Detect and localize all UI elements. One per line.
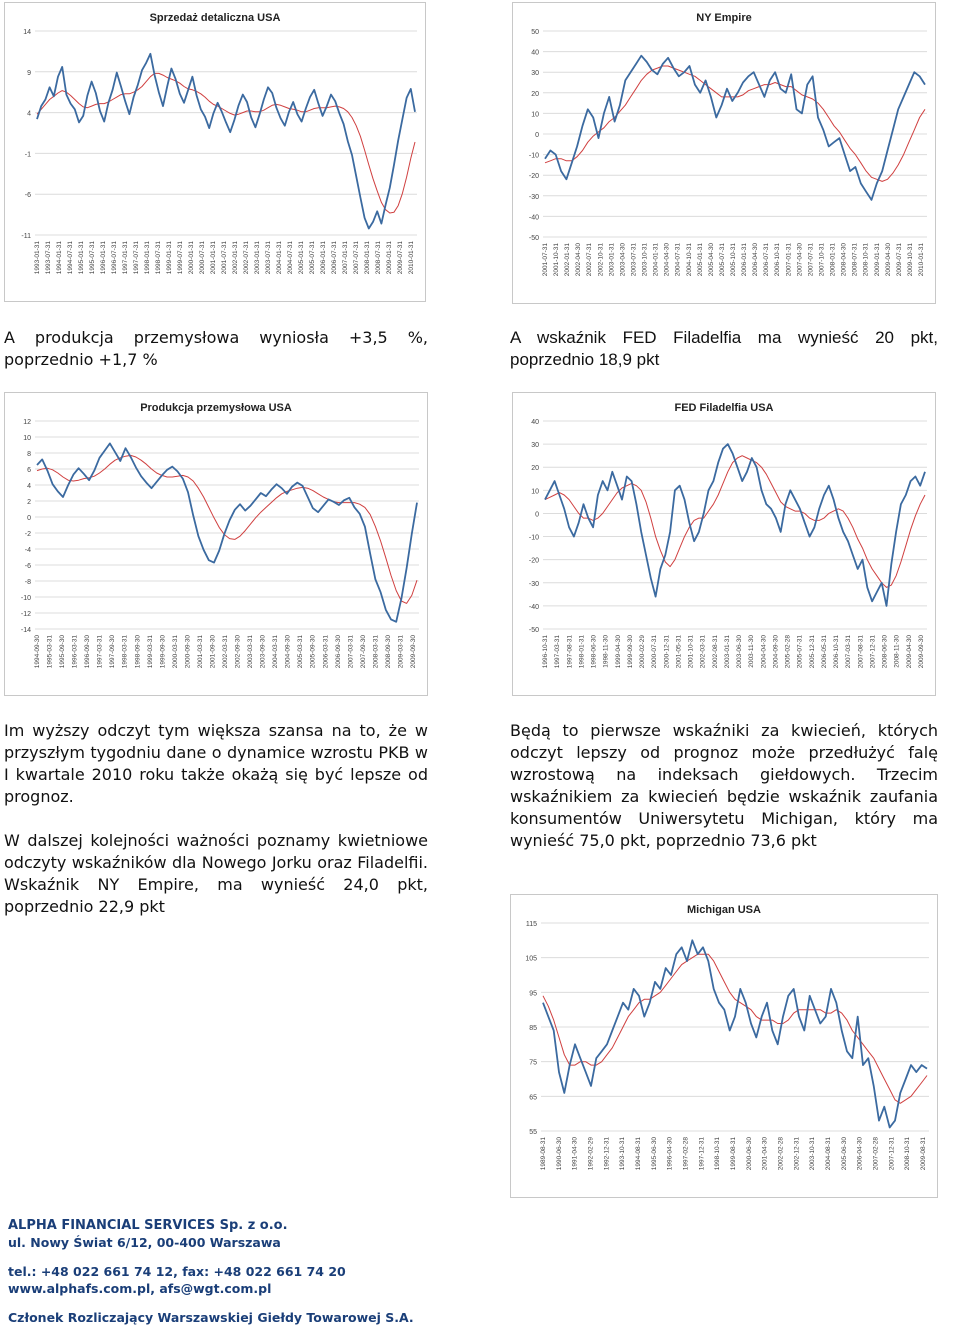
y-tick-label: -8: [24, 579, 31, 586]
x-tick-label: 2001-07-31: [542, 243, 549, 277]
chart-title: Michigan USA: [687, 904, 761, 916]
x-tick-label: 2007-12-31: [888, 1137, 896, 1171]
x-tick-label: 2009-07-31: [895, 243, 903, 277]
x-tick-label: 2009-03-31: [397, 635, 405, 669]
x-tick-label: 2009-01-31: [386, 241, 393, 275]
x-tick-label: 2008-10-31: [862, 243, 870, 277]
x-tick-label: 2000-06-30: [745, 1137, 753, 1171]
x-tick-label: 2000-07-31: [199, 241, 206, 275]
x-tick-label: 2003-10-31: [809, 1137, 817, 1171]
x-tick-label: 2009-04-30: [884, 243, 892, 277]
series-line: [543, 940, 927, 1127]
x-tick-label: 1999-07-31: [177, 241, 184, 275]
x-tick-label: 2008-01-31: [829, 243, 837, 277]
y-tick-label: 6: [27, 467, 31, 474]
ny-empire-chart: [512, 2, 936, 304]
x-tick-label: 2006-10-31: [774, 243, 782, 277]
x-tick-label: 2005-06-30: [840, 1137, 848, 1171]
y-tick-label: -6: [24, 192, 31, 200]
y-tick-label: 50: [531, 29, 539, 36]
x-tick-label: 1996-10-31: [542, 635, 549, 669]
x-tick-label: 1993-10-31: [619, 1137, 627, 1171]
x-tick-label: 1996-09-30: [84, 635, 92, 669]
series-line: [545, 444, 925, 606]
x-tick-label: 1996-03-31: [71, 635, 79, 669]
y-tick-label: -20: [528, 173, 539, 181]
x-tick-label: 1998-03-31: [121, 635, 129, 669]
paragraph-industrial-production: A produkcja przemysłowa wyniosła +3,5 %, poprzednio +1,7 %: [4, 328, 428, 369]
y-tick-label: 8: [27, 451, 31, 458]
x-tick-label: 2006-03-31: [322, 635, 330, 669]
x-tick-label: 1993-01-31: [34, 241, 41, 275]
average-line: [37, 73, 415, 213]
x-tick-label: 2009-09-30: [918, 635, 925, 669]
x-tick-label: 2001-10-31: [687, 635, 695, 669]
x-tick-label: 2003-01-31: [723, 635, 731, 669]
y-tick-label: 0: [535, 132, 539, 139]
y-tick-label: 10: [531, 488, 539, 496]
x-tick-label: 1995-07-31: [89, 241, 96, 275]
y-tick-label: 55: [529, 1129, 537, 1136]
x-tick-label: 1999-09-30: [626, 635, 634, 669]
x-tick-label: 1997-09-30: [109, 635, 117, 669]
x-tick-label: 1999-08-31: [730, 1137, 737, 1171]
philly-fed-chart: [512, 392, 936, 696]
x-tick-label: 2006-01-31: [320, 241, 327, 275]
x-tick-label: 1999-03-31: [146, 635, 154, 669]
x-tick-label: 2002-02-28: [777, 1137, 785, 1171]
x-tick-label: 1998-09-30: [134, 635, 142, 669]
x-tick-label: 2005-01-31: [696, 243, 704, 277]
x-tick-label: 2003-04-30: [619, 243, 627, 277]
x-tick-label: 2003-07-31: [265, 241, 272, 275]
y-tick-label: -50: [528, 235, 539, 242]
x-tick-label: 2008-03-31: [372, 635, 380, 669]
x-tick-label: 2005-12-31: [808, 635, 816, 669]
x-tick-label: 2005-09-30: [309, 635, 317, 669]
x-tick-label: 2003-07-31: [630, 243, 638, 277]
x-tick-label: 1998-10-31: [714, 1137, 722, 1171]
x-tick-label: 1998-11-30: [602, 635, 610, 668]
footer-phone: tel.: +48 022 661 74 12, fax: +48 022 661 74 20: [8, 1264, 346, 1279]
x-tick-label: 2001-03-31: [196, 635, 204, 669]
x-tick-label: 2001-01-31: [210, 241, 217, 275]
y-tick-label: -50: [528, 627, 539, 634]
x-tick-label: 1991-04-30: [571, 1137, 579, 1171]
retail-sales-chart: [4, 2, 426, 302]
x-tick-label: 1992-02-29: [587, 1137, 595, 1171]
x-tick-label: 1992-12-31: [603, 1137, 611, 1171]
y-tick-label: -10: [528, 152, 539, 160]
chart-svg: [513, 3, 935, 303]
x-tick-label: 2004-04-30: [663, 243, 671, 277]
x-tick-label: 2007-10-31: [818, 243, 826, 277]
y-tick-label: 30: [531, 70, 539, 78]
x-tick-label: 1996-01-31: [100, 241, 107, 275]
x-tick-label: 2000-09-30: [184, 635, 192, 669]
x-tick-label: 2004-08-31: [825, 1137, 832, 1171]
x-tick-label: 2003-06-30: [736, 635, 744, 669]
x-tick-label: 1997-03-31: [554, 635, 562, 669]
x-tick-label: 2005-02-28: [784, 635, 792, 669]
x-tick-label: 2004-07-31: [674, 243, 682, 277]
x-tick-label: 2001-04-30: [761, 1137, 769, 1171]
y-tick-label: -14: [20, 627, 31, 634]
x-tick-label: 2004-04-30: [760, 635, 768, 669]
y-tick-label: 10: [23, 435, 31, 442]
y-tick-label: -20: [528, 557, 539, 565]
y-tick-label: -12: [20, 611, 31, 618]
x-tick-label: 1997-01-31: [122, 241, 129, 275]
x-tick-label: 2006-04-30: [752, 243, 760, 277]
x-tick-label: 2007-01-31: [785, 243, 793, 277]
x-tick-label: 2000-07-31: [651, 635, 659, 669]
x-tick-label: 1995-09-30: [59, 635, 67, 669]
x-tick-label: 1999-04-30: [614, 635, 622, 669]
x-tick-label: 2002-10-31: [597, 243, 605, 277]
y-tick-label: -30: [528, 193, 539, 201]
chart-title: FED Filadelfia USA: [674, 402, 774, 414]
y-tick-label: 12: [23, 419, 31, 426]
average-line: [543, 954, 927, 1103]
chart-svg: [5, 393, 427, 695]
x-tick-label: 2002-01-31: [232, 241, 239, 275]
paragraph-regional-indices: W dalszej kolejności ważności poznamy kwietniowe odczyty wskaźników dla Nowego Jorku oraz Filadelfii. Wskaźnik NY Empire, ma wynieść 24,0 pkt, poprzednio 22,9 pkt: [4, 831, 428, 916]
x-tick-label: 2003-03-31: [247, 635, 255, 669]
x-tick-label: 2005-03-31: [297, 635, 305, 669]
x-tick-label: 1999-09-30: [159, 635, 167, 669]
x-tick-label: 2006-07-31: [763, 242, 771, 277]
x-tick-label: 2002-03-31: [222, 635, 229, 669]
series-line: [37, 54, 415, 229]
chart-svg: [513, 393, 935, 695]
y-tick-label: 0: [535, 511, 539, 519]
x-tick-label: 1997-07-31: [133, 241, 140, 275]
x-tick-label: 1995-01-31: [78, 241, 85, 275]
y-tick-label: 20: [531, 90, 539, 98]
x-tick-label: 2007-12-31: [869, 635, 877, 669]
y-tick-label: 40: [531, 49, 539, 57]
x-tick-label: 2001-09-30: [209, 635, 217, 669]
x-tick-label: 2004-03-31: [272, 635, 280, 669]
x-tick-label: 1998-01-31: [144, 241, 151, 275]
x-tick-label: 2004-01-31: [652, 243, 660, 277]
footer: [8, 1218, 508, 1325]
y-tick-label: 4: [27, 110, 31, 118]
x-tick-label: 1997-02-28: [682, 1137, 690, 1171]
y-tick-label: -1: [24, 151, 31, 159]
y-tick-label: 75: [529, 1059, 537, 1067]
paragraph-philly-fed: A wskaźnik FED Filadelfia ma wynieść 20 pkt, poprzednio 18,9 pkt: [510, 328, 938, 369]
x-tick-label: 2005-10-31: [730, 243, 737, 277]
x-tick-label: 2009-01-31: [873, 243, 881, 277]
y-tick-label: -40: [528, 214, 539, 222]
x-tick-label: 2007-07-31: [807, 243, 815, 277]
footer-company: ALPHA FINANCIAL SERVICES Sp. z o.o.: [8, 1218, 288, 1233]
x-tick-label: 1998-07-31: [155, 241, 162, 275]
x-tick-label: 2006-10-31: [833, 635, 841, 669]
y-tick-label: -10: [528, 534, 539, 542]
x-tick-label: 1994-07-31: [67, 241, 74, 275]
x-tick-label: 2007-04-30: [796, 243, 804, 277]
x-tick-label: 2004-07-31: [287, 241, 294, 275]
y-tick-label: -2: [24, 531, 31, 538]
x-tick-label: 2004-09-30: [772, 635, 780, 669]
chart-svg: [5, 3, 425, 301]
paragraph-gdp-outlook: Im wyższy odczyt tym większa szansa na to, że w przyszłym tygodniu dane o dynamice wzrostu PKB w I kwartale 2010 roku także okażą się być lepsze od prognoz.: [4, 721, 428, 806]
y-tick-label: -11: [21, 233, 31, 240]
michigan-chart: [510, 894, 938, 1198]
y-tick-label: 115: [525, 921, 537, 928]
x-tick-label: 1994-08-31: [635, 1137, 642, 1171]
footer-web: www.alphafs.com.pl, afs@wgt.com.pl: [8, 1281, 272, 1296]
x-tick-label: 1997-03-31: [96, 635, 104, 669]
x-tick-label: 2007-01-31: [342, 241, 349, 275]
x-tick-label: 2005-07-31: [309, 241, 316, 275]
x-tick-label: 2009-09-30: [410, 635, 417, 669]
y-tick-label: -4: [24, 547, 31, 554]
x-tick-label: 2007-02-28: [872, 1137, 880, 1171]
x-tick-label: 2010-01-31: [408, 241, 415, 275]
x-tick-label: 2009-04-30: [905, 635, 913, 669]
x-tick-label: 2003-01-31: [254, 241, 261, 275]
x-tick-label: 2000-01-31: [188, 241, 195, 275]
x-tick-label: 2009-08-31: [920, 1137, 927, 1171]
x-tick-label: 2008-01-31: [364, 241, 371, 275]
y-tick-label: 95: [529, 990, 537, 998]
x-tick-label: 1999-01-31: [166, 241, 173, 275]
footer-address: ul. Nowy Świat 6/12, 00-400 Warszawa: [8, 1235, 281, 1250]
series-line: [545, 56, 925, 200]
y-tick-label: 65: [529, 1094, 537, 1102]
x-tick-label: 2008-07-31: [375, 241, 382, 275]
y-tick-label: 40: [531, 419, 539, 426]
x-tick-label: 2008-06-30: [881, 635, 889, 669]
chart-title: Produkcja przemysłowa USA: [140, 402, 292, 414]
y-tick-label: 14: [23, 29, 31, 36]
x-tick-label: 2002-01-31: [564, 243, 572, 277]
chart-title: Sprzedaż detaliczna USA: [149, 12, 281, 24]
x-tick-label: 2006-01-31: [741, 243, 749, 277]
x-tick-label: 2007-03-31: [347, 635, 355, 669]
x-tick-label: 1996-04-30: [666, 1137, 674, 1171]
y-tick-label: 2: [27, 499, 31, 506]
x-tick-label: 2001-07-31: [221, 241, 228, 275]
x-tick-label: 2002-07-31: [586, 243, 594, 277]
x-tick-label: 2002-08-31: [711, 635, 719, 669]
x-tick-label: 1998-01-31: [578, 635, 586, 669]
x-tick-label: 2004-09-30: [284, 635, 292, 669]
x-tick-label: 2003-09-30: [259, 635, 267, 669]
y-tick-label: -30: [528, 580, 539, 588]
x-tick-label: 2000-02-29: [639, 635, 647, 669]
x-tick-label: 1995-03-31: [46, 635, 54, 669]
x-tick-label: 2002-07-31: [243, 241, 250, 275]
chart-title: NY Empire: [696, 12, 752, 24]
x-tick-label: 2008-07-31: [851, 243, 859, 277]
x-tick-label: 2009-10-31: [906, 243, 914, 277]
x-tick-label: 1996-07-31: [111, 241, 118, 275]
chart-svg: [511, 895, 937, 1197]
x-tick-label: 2000-12-31: [663, 635, 671, 669]
x-tick-label: 2004-01-31: [276, 241, 283, 275]
x-tick-label: 1994-09-30: [34, 635, 41, 669]
y-tick-label: -40: [528, 603, 539, 611]
x-tick-label: 2007-07-31: [353, 241, 360, 275]
x-tick-label: 1998-06-30: [590, 635, 598, 669]
y-tick-label: 10: [531, 111, 539, 119]
x-tick-label: 2007-08-31: [857, 635, 865, 669]
x-tick-label: 2007-09-30: [359, 635, 367, 669]
x-tick-label: 2003-01-31: [608, 243, 616, 277]
x-tick-label: 2001-10-31: [553, 243, 561, 277]
x-tick-label: 2002-12-31: [793, 1137, 801, 1171]
x-tick-label: 2005-01-31: [298, 241, 305, 275]
x-tick-label: 2002-09-30: [234, 635, 242, 669]
x-tick-label: 2002-04-30: [575, 243, 583, 277]
x-tick-label: 1994-01-31: [56, 241, 63, 275]
x-tick-label: 2008-10-31: [904, 1137, 912, 1171]
footer-member: Członek Rozliczający Warszawskiej Giełdy Towarowej S.A.: [8, 1310, 414, 1325]
y-tick-label: 105: [525, 955, 537, 963]
y-tick-label: 85: [529, 1025, 537, 1032]
industrial-production-chart: [4, 392, 428, 696]
x-tick-label: 2002-03-31: [699, 635, 707, 669]
y-tick-label: 0: [27, 515, 31, 522]
x-tick-label: 2003-10-31: [641, 243, 649, 277]
x-tick-label: 2010-01-31: [918, 243, 925, 277]
x-tick-label: 1990-06-30: [555, 1137, 563, 1171]
y-tick-label: 20: [531, 465, 539, 473]
x-tick-label: 2005-07-31: [718, 243, 726, 277]
paragraph-michigan: Będą to pierwsze wskaźniki za kwiecień, których odczyt lepszy od prognoz może przedłużyć falę wzrostową na indeksach giełdowych. Trzecim wskaźnikiem za kwiecień będzie wskaźnik zaufania konsumentów Uniwersytetu Michigan, który ma wynieść 75,0 pkt, poprzednio 73,6 pkt: [510, 721, 938, 850]
y-tick-label: -6: [24, 563, 31, 570]
x-tick-label: 2008-04-30: [840, 243, 848, 277]
y-tick-label: 30: [531, 442, 539, 450]
x-tick-label: 2008-11-30: [893, 635, 901, 668]
x-tick-label: 2004-10-31: [685, 243, 693, 277]
y-tick-label: -10: [20, 595, 31, 602]
x-tick-label: 2003-11-30: [748, 635, 756, 668]
x-tick-label: 2005-07-31: [796, 635, 804, 669]
x-tick-label: 1993-07-31: [45, 241, 52, 275]
x-tick-label: 2005-04-30: [707, 243, 715, 277]
x-tick-label: 2008-09-30: [384, 635, 392, 669]
x-tick-label: 1995-06-30: [650, 1137, 658, 1171]
average-line: [545, 456, 925, 588]
x-tick-label: 1997-12-31: [698, 1137, 706, 1171]
x-tick-label: 2009-07-31: [397, 241, 404, 275]
x-tick-label: 2001-05-31: [675, 635, 683, 669]
x-tick-label: 2006-05-31: [820, 635, 828, 669]
x-tick-label: 2006-09-30: [334, 635, 342, 669]
x-tick-label: 2006-07-31: [331, 241, 338, 275]
y-tick-label: 4: [27, 483, 31, 490]
x-tick-label: 2007-03-31: [845, 635, 853, 669]
x-tick-label: 2006-04-30: [856, 1137, 864, 1171]
x-tick-label: 1989-08-31: [540, 1137, 547, 1171]
x-tick-label: 2000-03-31: [171, 635, 179, 669]
x-tick-label: 1997-08-31: [566, 635, 574, 669]
y-tick-label: 9: [27, 69, 31, 77]
